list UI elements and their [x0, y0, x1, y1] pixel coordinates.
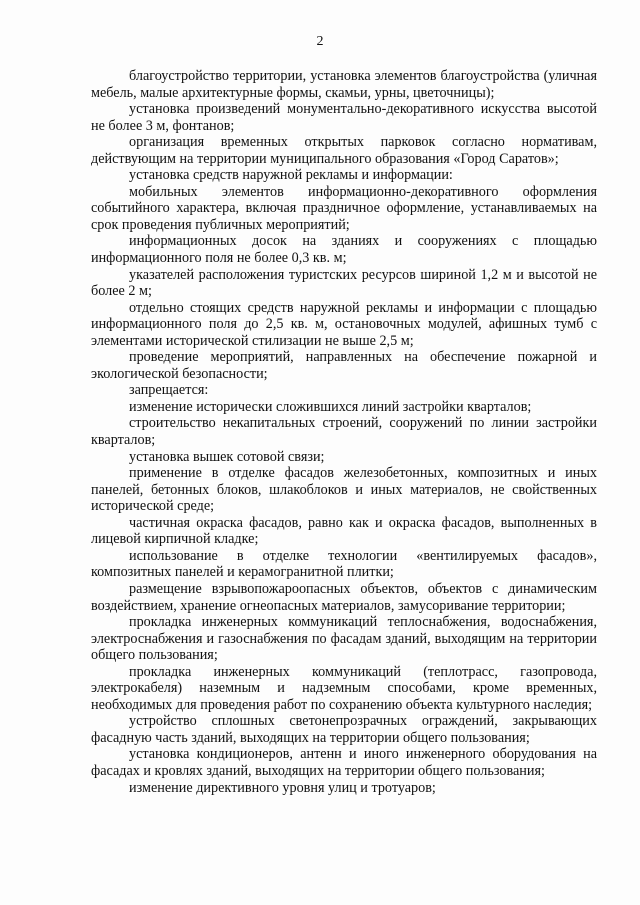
paragraph-6: информационных досок на зданиях и сооружениях с площадью информационного поля не более 0,3 кв. м;	[91, 233, 597, 267]
document-body	[91, 68, 597, 796]
paragraph-13: установка вышек сотовой связи;	[129, 448, 325, 465]
paragraph-3: организация временных открытых парковок согласно нормативам, действующим на территории муниципального образования «Город Саратов»;	[91, 134, 597, 167]
paragraph-9: проведение мероприятий, направленных на обеспечение пожарной и экологической безопасности;	[91, 349, 597, 382]
paragraph-4: установка средств наружной рекламы и информации:	[129, 167, 453, 184]
paragraph-1: благоустройство территории, установка элементов благоустройства (уличная мебель, малые архитектурные формы, скамьи, урны, цветочницы);	[91, 68, 597, 101]
paragraph-17: размещение взрывопожароопасных объектов, объектов с динамическим воздействием, хранение огнеопасных материалов, замусоривание территории;	[91, 580, 597, 614]
paragraph-5: мобильных элементов информационно-декоративного оформления событийного характера, включая праздничное оформление, устанавливаемых на срок проведения публичных мероприятий;	[91, 183, 597, 233]
paragraph-20: устройство сплошных светонепрозрачных ограждений, закрывающих фасадную часть зданий, выходящих на территории общего пользования;	[91, 713, 597, 746]
paragraph-11: изменение исторически сложившихся линий застройки кварталов;	[129, 398, 532, 415]
paragraph-2: установка произведений монументально-декоративного искусства высотой не более 3 м, фонтанов;	[91, 101, 597, 134]
paragraph-21: установка кондиционеров, антенн и иного инженерного оборудования на фасадах и кровлях зданий, выходящих на территории общего пользования;	[91, 746, 597, 779]
paragraph-7: указателей расположения туристских ресурсов шириной 1,2 м и высотой не более 2 м;	[91, 266, 597, 300]
paragraph-15: частичная окраска фасадов, равно как и окраска фасадов, выполненных в лицевой кирпичной кладке;	[91, 514, 597, 548]
paragraph-12: строительство некапитальных строений, сооружений по линии застройки кварталов;	[91, 415, 597, 449]
paragraph-14: применение в отделке фасадов железобетонных, композитных и иных панелей, бетонных блоков, шлакоблоков и иных материалов, не свойственных исторической среде;	[91, 465, 597, 515]
paragraph-19: прокладка инженерных коммуникаций (теплотрасс, газопровода, электрокабеля) наземным и надземным способами, кроме временных, необходимых для проведения работ по сохранению объекта культурного наследия;	[91, 663, 597, 713]
paragraph-16: использование в отделке технологии «вентилируемых фасадов», композитных панелей и керамогранитной плитки;	[91, 547, 597, 581]
page-number: 2	[316, 34, 324, 49]
paragraph-22: изменение директивного уровня улиц и тротуаров;	[129, 779, 436, 796]
paragraph-10: запрещается:	[129, 382, 209, 399]
paragraph-18: прокладка инженерных коммуникаций теплоснабжения, водоснабжения, электроснабжения и газоснабжения по фасадам зданий, выходящим на территории общего пользования;	[91, 614, 597, 664]
paragraph-8: отдельно стоящих средств наружной рекламы и информации с площадью информационного поля до 2,5 кв. м, остановочных модулей, афишных тумб с элементами исторической стилизации не выше 2,5 м;	[91, 299, 597, 349]
